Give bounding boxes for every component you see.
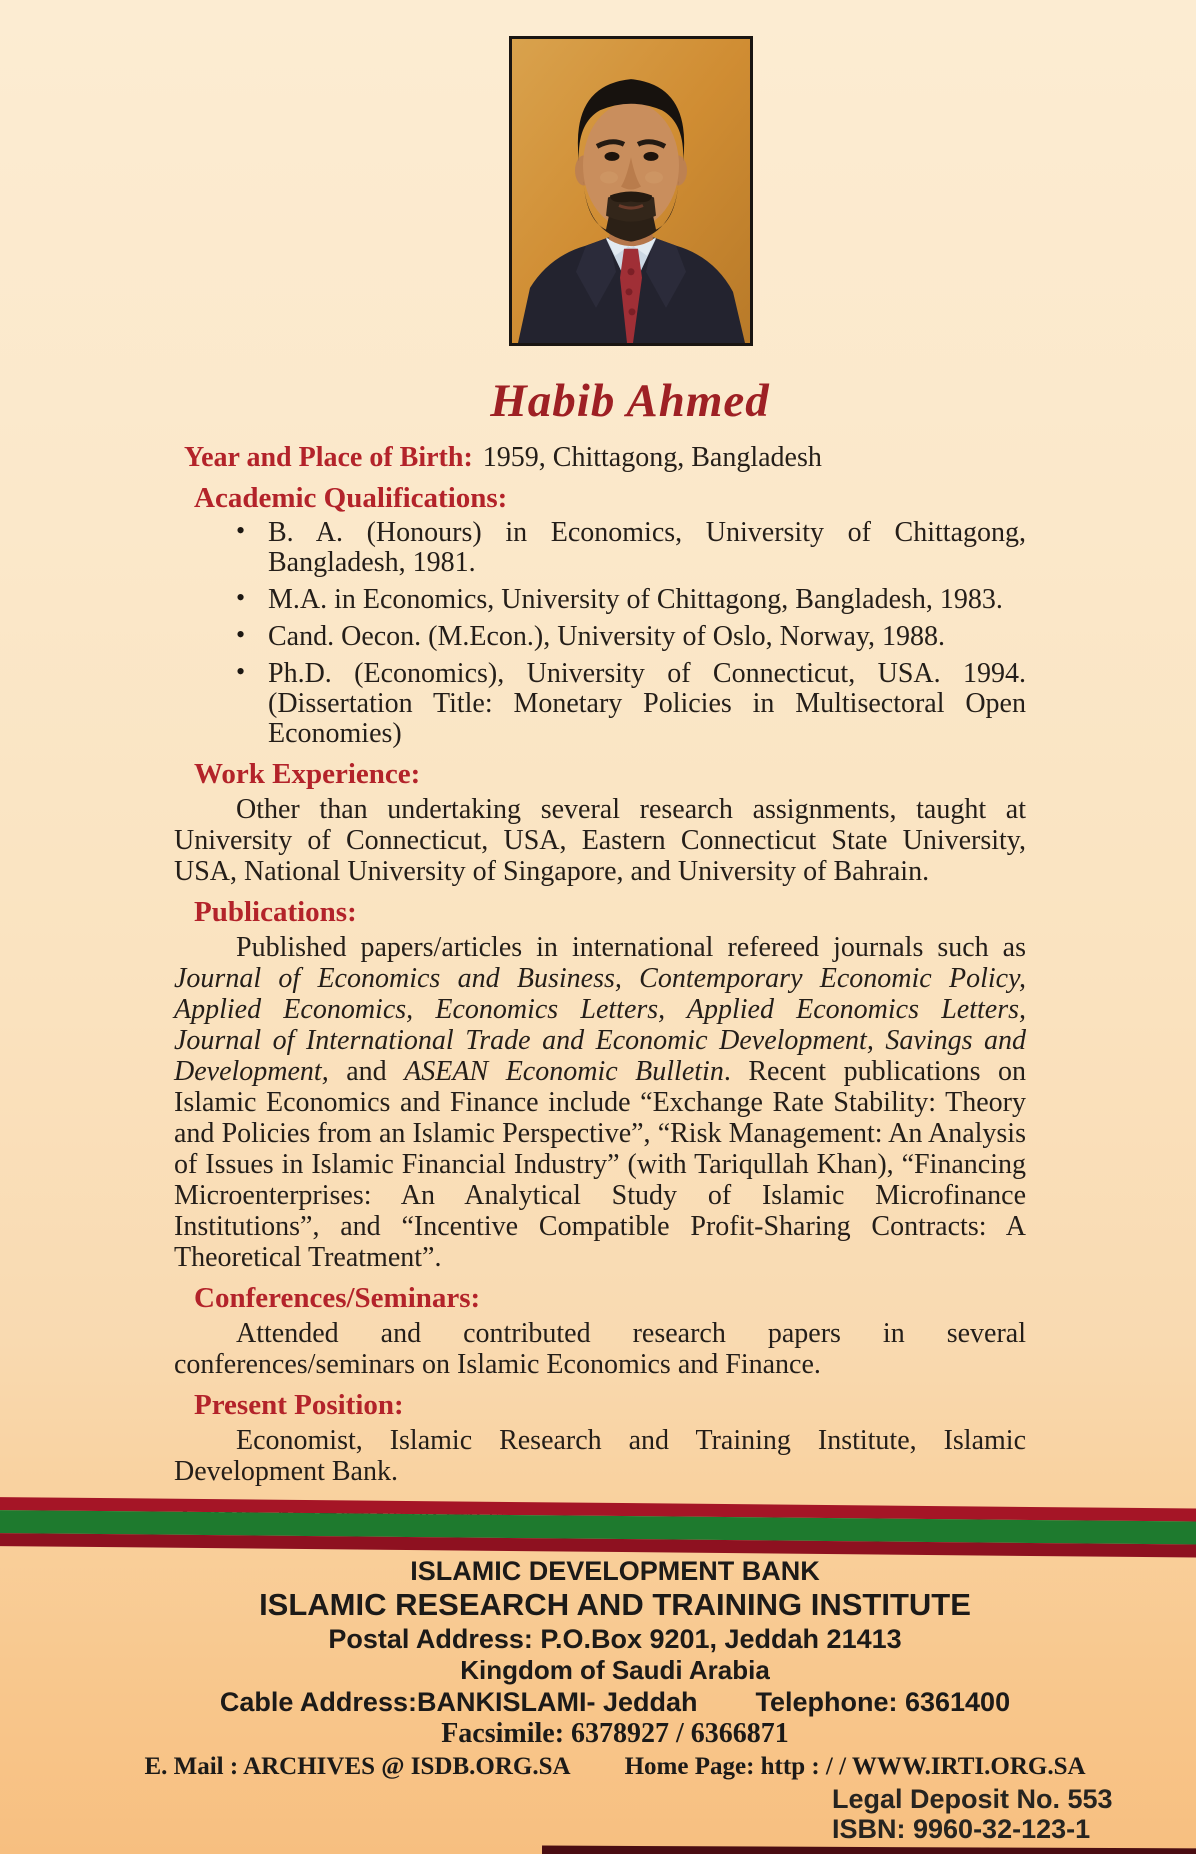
footer-kingdom: Kingdom of Saudi Arabia	[460, 1655, 770, 1685]
qualification-text: Cand. Oecon. (M.Econ.), University of Oslo, Norway, 1988.	[268, 621, 946, 652]
footer-bank-name: ISLAMIC DEVELOPMENT BANK	[410, 1556, 820, 1586]
footer-cable-line	[34, 1686, 1196, 1718]
bio-content	[174, 438, 1026, 1532]
section-heading-position: Present Position:	[194, 1389, 404, 1421]
footer-mail-line	[34, 1750, 1196, 1784]
legal-imprint	[832, 1784, 1196, 1844]
publications-paragraph: Published papers/articles in international refereed journals such as Journal of Economics and Business, Contemporary Economic Policy, Applied Economics, Economics Letters, Applied Economics Letters, Journal of International Trade and Economic Development, Savings and Development, and ASEAN Economic Bulletin. Recent publications on Islamic Economics and Finance include “Exchange Rate Stability: Theory and Policies from an Islamic Perspective”, “Risk Management: An Analysis of Issues in Islamic Financial Industry” (with Tariqullah Khan), “Financing Microenterprises: An Analytical Study of Islamic Microfinance Institutions”, and “Incentive Compatible Profit-Sharing Contracts: A Theoretical Treatment”.	[174, 932, 1026, 1273]
qualification-text: M.A. in Economics, University of Chittagong, Bangladesh, 1983.	[268, 584, 1003, 615]
section-heading-conferences: Conferences/Seminars:	[194, 1282, 481, 1314]
footer-postal-address: Postal Address: P.O.Box 9201, Jeddah 21413	[328, 1624, 902, 1654]
footer-email: E. Mail : ARCHIVES @ ISDB.ORG.SA	[144, 1753, 571, 1780]
decorative-band	[0, 1497, 1196, 1558]
footer-cable-address: Cable Address:BANKISLAMI- Jeddah	[219, 1687, 698, 1717]
position-paragraph: Economist, Islamic Research and Training Institute, Islamic Development Bank.	[174, 1425, 1026, 1487]
bullet-icon: •	[236, 657, 246, 686]
bullet-icon: •	[236, 620, 246, 649]
scan-edge-artifact	[542, 1846, 1196, 1854]
bullet-icon: •	[236, 516, 246, 545]
bullet-icon: •	[236, 583, 246, 612]
footer-homepage: Home Page: http : / / WWW.IRTI.ORG.SA	[624, 1753, 1086, 1780]
footer-telephone: Telephone: 6361400	[755, 1687, 1011, 1717]
section-heading-publications: Publications:	[194, 896, 357, 928]
birth-line	[184, 442, 1026, 473]
isbn: ISBN: 9960-32-123-1	[832, 1814, 1091, 1844]
section-heading-work: Work Experience:	[194, 758, 421, 790]
qualification-item	[174, 518, 1026, 578]
qualification-text: B. A. (Honours) in Economics, University of Chittagong, Bangladesh, 1981.	[268, 517, 1026, 578]
publisher-footer	[0, 1556, 1196, 1784]
birth-label: Year and Place of Birth:	[184, 442, 473, 473]
qualification-text: Ph.D. (Economics), University of Connecticut, USA. 1994. (Dissertation Title: Monetary Policies in Multisectoral Open Economies)	[268, 658, 1026, 749]
section-heading-academic: Academic Qualifications:	[194, 482, 508, 514]
conferences-paragraph: Attended and contributed research papers in several conferences/seminars on Islamic Economics and Finance.	[174, 1318, 1026, 1380]
footer-facsimile: Facsimile: 6378927 / 6366871	[441, 1718, 789, 1749]
legal-deposit: Legal Deposit No. 553	[832, 1784, 1113, 1814]
birth-value: 1959, Chittagong, Bangladesh	[482, 442, 822, 473]
person-name-title: Habib Ahmed	[490, 375, 770, 427]
work-paragraph: Other than undertaking several research assignments, taught at University of Connecticut, USA, Eastern Connecticut State University, USA, National University of Singapore, and University of Bahrain.	[174, 794, 1026, 887]
footer-institute-name: ISLAMIC RESEARCH AND TRAINING INSTITUTE	[259, 1587, 971, 1622]
portrait-photo	[509, 36, 753, 346]
qualification-item	[174, 622, 1026, 652]
qualification-item	[174, 585, 1026, 615]
qualifications-list	[174, 518, 1026, 749]
qualification-item	[174, 659, 1026, 749]
man-portrait-illustration	[512, 39, 750, 343]
